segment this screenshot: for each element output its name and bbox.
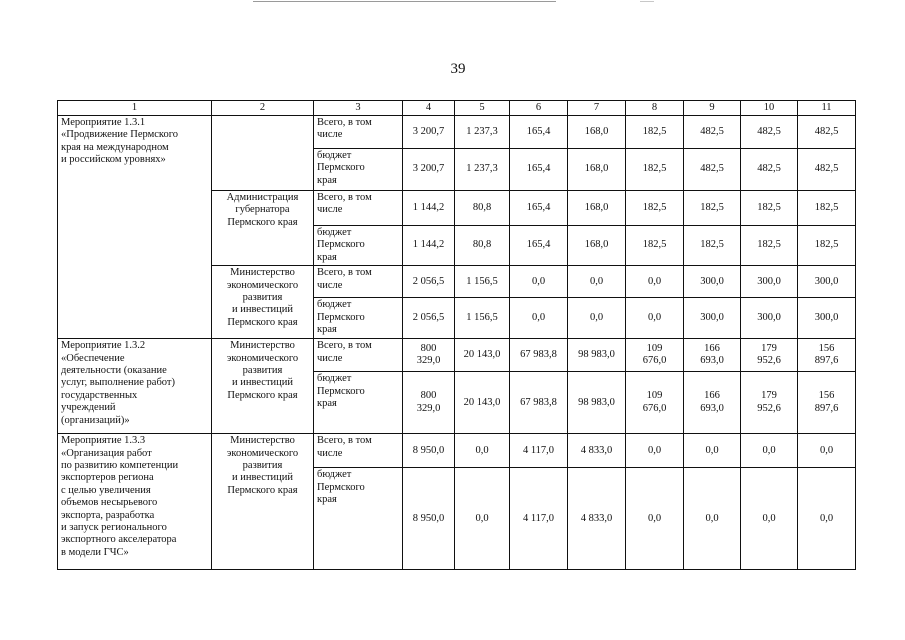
header-cell: 4 xyxy=(403,101,455,116)
value-cell: 0,0 xyxy=(510,298,568,339)
value-cell: 4 117,0 xyxy=(510,434,568,468)
value-cell: 3 200,7 xyxy=(403,149,455,191)
value-cell: 182,5 xyxy=(626,149,684,191)
value-cell: 482,5 xyxy=(798,149,856,191)
value-cell: 1 156,5 xyxy=(455,266,510,298)
value-cell: 2 056,5 xyxy=(403,266,455,298)
value-cell: 182,5 xyxy=(626,116,684,149)
event-cell: Мероприятие 1.3.1 «Продвижение Пермского края на международном и российском уровнях» xyxy=(58,116,212,339)
value-cell: 0,0 xyxy=(568,298,626,339)
value-cell: 482,5 xyxy=(684,149,741,191)
value-cell: 2 056,5 xyxy=(403,298,455,339)
funding-source-cell: Всего, в том числе xyxy=(314,116,403,149)
value-cell: 1 237,3 xyxy=(455,149,510,191)
value-cell: 80,8 xyxy=(455,226,510,266)
value-cell: 0,0 xyxy=(626,298,684,339)
value-cell: 482,5 xyxy=(741,116,798,149)
header-cell: 11 xyxy=(798,101,856,116)
header-cell: 5 xyxy=(455,101,510,116)
executor-cell: Министерство экономического развития и инвестиций Пермского края xyxy=(212,434,314,570)
value-cell: 300,0 xyxy=(741,298,798,339)
header-cell: 7 xyxy=(568,101,626,116)
table-row xyxy=(58,434,856,468)
scan-edge-mark xyxy=(640,1,654,2)
value-cell: 0,0 xyxy=(684,468,741,570)
value-cell: 0,0 xyxy=(798,468,856,570)
value-cell: 20 143,0 xyxy=(455,339,510,372)
header-cell: 6 xyxy=(510,101,568,116)
value-cell: 80,8 xyxy=(455,191,510,226)
value-cell: 165,4 xyxy=(510,116,568,149)
value-cell: 182,5 xyxy=(741,226,798,266)
value-cell: 0,0 xyxy=(455,468,510,570)
header-cell: 9 xyxy=(684,101,741,116)
value-cell: 0,0 xyxy=(741,434,798,468)
value-cell: 0,0 xyxy=(798,434,856,468)
value-cell: 67 983,8 xyxy=(510,372,568,434)
value-cell: 300,0 xyxy=(798,266,856,298)
value-cell: 800 329,0 xyxy=(403,372,455,434)
value-cell: 165,4 xyxy=(510,191,568,226)
value-cell: 300,0 xyxy=(798,298,856,339)
value-cell: 0,0 xyxy=(626,434,684,468)
header-cell: 1 xyxy=(58,101,212,116)
value-cell: 1 144,2 xyxy=(403,226,455,266)
scan-edge-line xyxy=(253,1,556,2)
funding-source-cell: Всего, в том числе xyxy=(314,266,403,298)
value-cell: 0,0 xyxy=(568,266,626,298)
funding-table xyxy=(57,100,856,570)
value-cell: 182,5 xyxy=(684,191,741,226)
funding-source-cell: бюджет Пермского края xyxy=(314,468,403,570)
value-cell: 482,5 xyxy=(798,116,856,149)
value-cell: 67 983,8 xyxy=(510,339,568,372)
value-cell: 0,0 xyxy=(626,266,684,298)
value-cell: 800 329,0 xyxy=(403,339,455,372)
value-cell: 166 693,0 xyxy=(684,372,741,434)
value-cell: 168,0 xyxy=(568,116,626,149)
header-cell: 10 xyxy=(741,101,798,116)
value-cell: 166 693,0 xyxy=(684,339,741,372)
executor-cell: Министерство экономического развития и инвестиций Пермского края xyxy=(212,339,314,434)
header-cell: 8 xyxy=(626,101,684,116)
value-cell: 482,5 xyxy=(741,149,798,191)
value-cell: 0,0 xyxy=(626,468,684,570)
header-row xyxy=(58,101,856,116)
header-cell: 2 xyxy=(212,101,314,116)
page-number: 39 xyxy=(450,61,466,77)
value-cell: 8 950,0 xyxy=(403,468,455,570)
table-row xyxy=(58,339,856,372)
value-cell: 20 143,0 xyxy=(455,372,510,434)
value-cell: 482,5 xyxy=(684,116,741,149)
value-cell: 182,5 xyxy=(684,226,741,266)
value-cell: 3 200,7 xyxy=(403,116,455,149)
funding-source-cell: бюджет Пермского края xyxy=(314,149,403,191)
executor-cell: Администрация губернатора Пермского края xyxy=(212,191,314,266)
event-cell: Мероприятие 1.3.3 «Организация работ по развитию компетенции экспортеров региона с целью увеличения объемов несырьевого экспорта, разработка и запуск регионального экспортного акселератора в модели ГЧС» xyxy=(58,434,212,570)
value-cell: 0,0 xyxy=(510,266,568,298)
value-cell: 4 117,0 xyxy=(510,468,568,570)
value-cell: 168,0 xyxy=(568,191,626,226)
value-cell: 165,4 xyxy=(510,149,568,191)
value-cell: 0,0 xyxy=(684,434,741,468)
value-cell: 300,0 xyxy=(741,266,798,298)
value-cell: 98 983,0 xyxy=(568,372,626,434)
value-cell: 179 952,6 xyxy=(741,339,798,372)
value-cell: 182,5 xyxy=(626,191,684,226)
value-cell: 1 237,3 xyxy=(455,116,510,149)
value-cell: 0,0 xyxy=(455,434,510,468)
value-cell: 179 952,6 xyxy=(741,372,798,434)
funding-source-cell: Всего, в том числе xyxy=(314,434,403,468)
value-cell: 156 897,6 xyxy=(798,339,856,372)
value-cell: 109 676,0 xyxy=(626,339,684,372)
funding-source-cell: Всего, в том числе xyxy=(314,191,403,226)
header-cell: 3 xyxy=(314,101,403,116)
value-cell: 300,0 xyxy=(684,298,741,339)
value-cell: 168,0 xyxy=(568,226,626,266)
value-cell: 168,0 xyxy=(568,149,626,191)
value-cell: 300,0 xyxy=(684,266,741,298)
value-cell: 4 833,0 xyxy=(568,434,626,468)
value-cell: 0,0 xyxy=(741,468,798,570)
funding-source-cell: бюджет Пермского края xyxy=(314,226,403,266)
executor-cell xyxy=(212,116,314,191)
funding-source-cell: бюджет Пермского края xyxy=(314,298,403,339)
funding-source-cell: Всего, в том числе xyxy=(314,339,403,372)
event-cell: Мероприятие 1.3.2 «Обеспечение деятельности (оказание услуг, выполнение работ) государственных учреждений (организаций)» xyxy=(58,339,212,434)
value-cell: 98 983,0 xyxy=(568,339,626,372)
value-cell: 8 950,0 xyxy=(403,434,455,468)
value-cell: 182,5 xyxy=(798,191,856,226)
value-cell: 182,5 xyxy=(798,226,856,266)
value-cell: 1 156,5 xyxy=(455,298,510,339)
value-cell: 182,5 xyxy=(741,191,798,226)
funding-source-cell: бюджет Пермского края xyxy=(314,372,403,434)
value-cell: 4 833,0 xyxy=(568,468,626,570)
value-cell: 156 897,6 xyxy=(798,372,856,434)
value-cell: 109 676,0 xyxy=(626,372,684,434)
value-cell: 165,4 xyxy=(510,226,568,266)
table-row xyxy=(58,116,856,149)
executor-cell: Министерство экономического развития и инвестиций Пермского края xyxy=(212,266,314,339)
value-cell: 182,5 xyxy=(626,226,684,266)
value-cell: 1 144,2 xyxy=(403,191,455,226)
